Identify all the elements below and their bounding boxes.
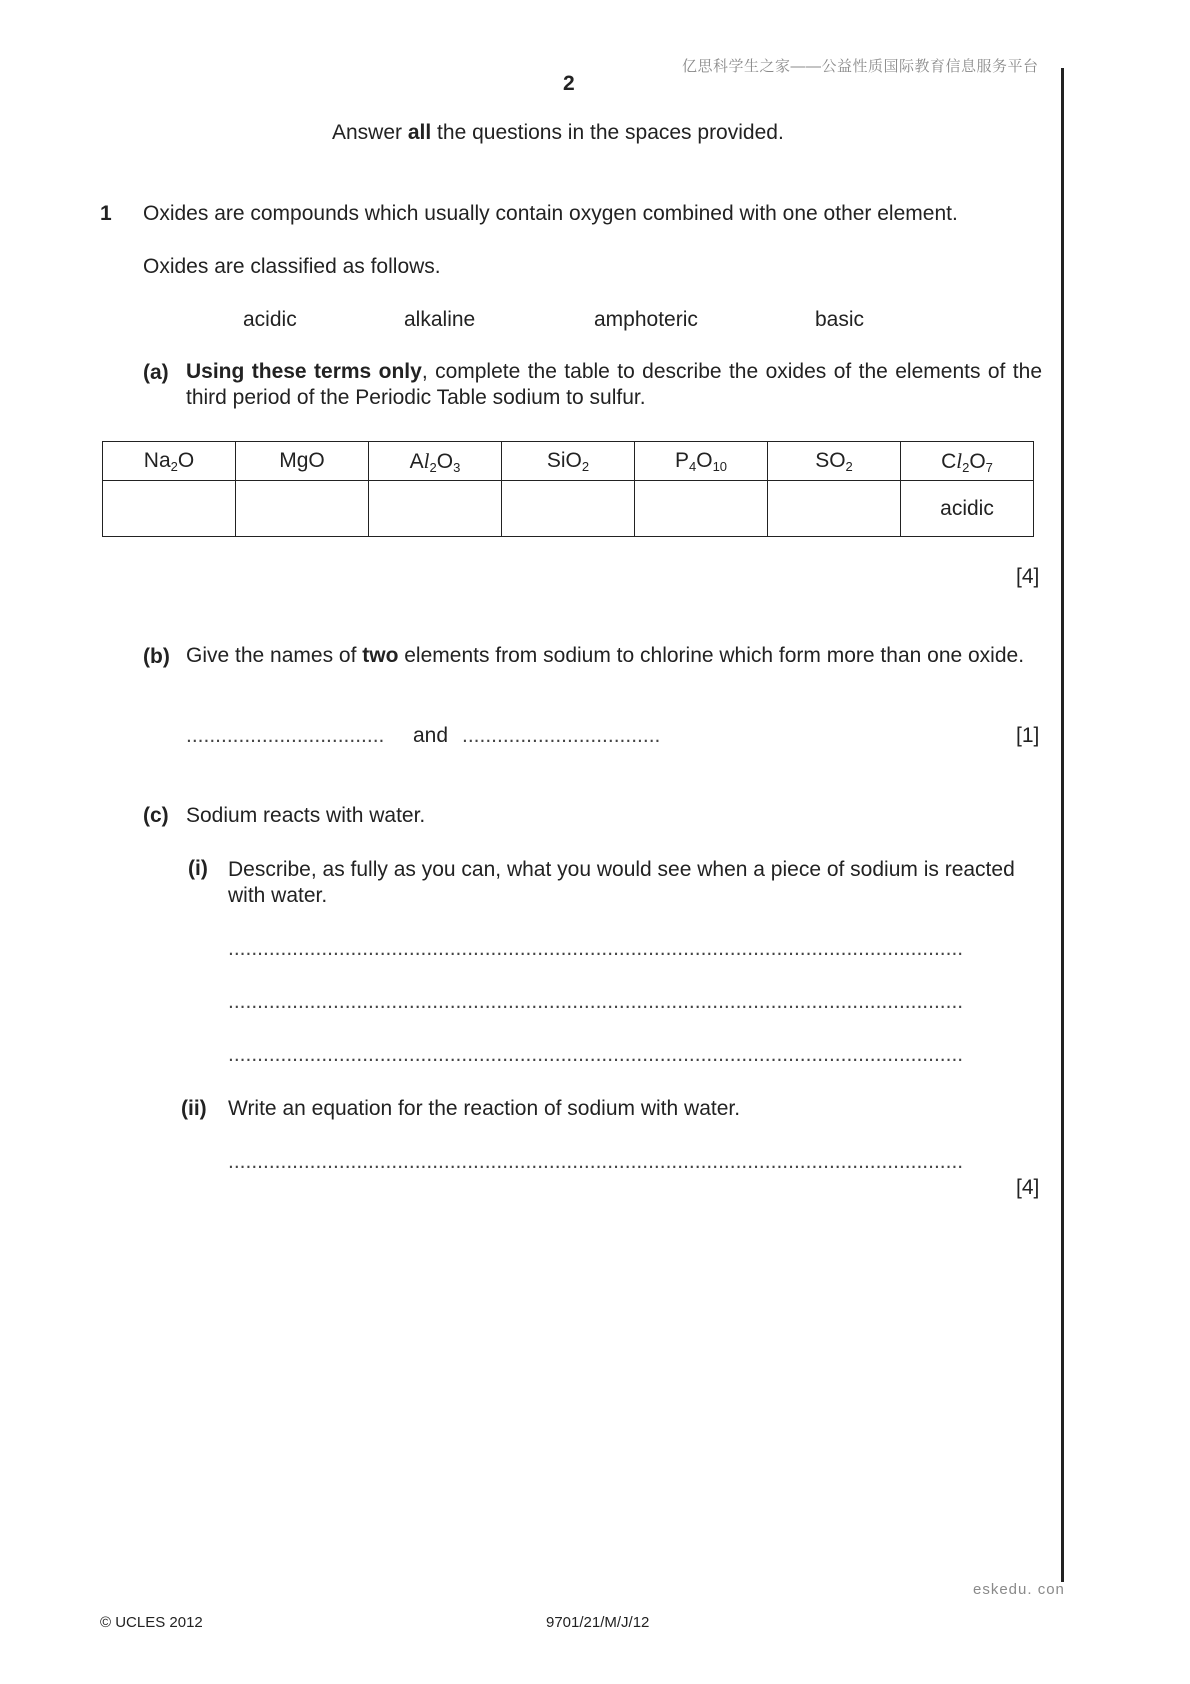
oxide-text: O bbox=[177, 449, 195, 472]
oxide-text-italic: l bbox=[956, 448, 963, 473]
oxide-mgo bbox=[236, 442, 369, 481]
part-b-text bbox=[186, 643, 1042, 669]
question-intro: Oxides are compounds which usually contain oxygen combined with one other element. bbox=[143, 202, 958, 225]
part-b-label: (b) bbox=[143, 645, 170, 668]
subscript: 2 bbox=[429, 459, 437, 475]
oxide-text: A bbox=[409, 449, 424, 473]
answer-cell-mgo[interactable] bbox=[236, 481, 369, 537]
oxide-text: Na bbox=[143, 449, 171, 472]
part-a-text bbox=[186, 359, 1042, 411]
oxide-text: O bbox=[436, 449, 454, 473]
oxide-text: P bbox=[674, 449, 689, 472]
term-alkaline: alkaline bbox=[404, 308, 476, 331]
subscript: 3 bbox=[453, 459, 461, 475]
answer-cell-na2o[interactable] bbox=[103, 481, 236, 537]
part-b-emphasis: two bbox=[362, 644, 399, 667]
oxide-text: O bbox=[969, 449, 986, 473]
answer-line-c-i-3[interactable]: .............................................................................................................................. bbox=[228, 1043, 964, 1066]
page-number: 2 bbox=[563, 72, 575, 95]
part-c-text: Sodium reacts with water. bbox=[186, 804, 426, 827]
subscript: 10 bbox=[712, 459, 728, 474]
classification-intro: Oxides are classified as follows. bbox=[143, 255, 441, 278]
oxide-text: O bbox=[696, 449, 713, 472]
part-a-emphasis: Using these terms only bbox=[186, 360, 422, 383]
instruction bbox=[332, 121, 784, 145]
oxide-text-italic: l bbox=[423, 448, 430, 473]
oxide-al2o3 bbox=[369, 442, 502, 481]
part-c-i-label: (i) bbox=[188, 857, 208, 880]
term-basic: basic bbox=[815, 308, 865, 331]
paper-code: 9701/21/M/J/12 bbox=[546, 1614, 650, 1631]
margin-rule bbox=[1061, 68, 1064, 1582]
part-c-label: (c) bbox=[143, 804, 169, 827]
subscript: 2 bbox=[962, 459, 970, 475]
oxide-so2 bbox=[768, 442, 901, 481]
term-acidic: acidic bbox=[243, 308, 297, 331]
part-b-marks: [1] bbox=[1016, 724, 1040, 747]
answer-cell-p4o10[interactable] bbox=[635, 481, 768, 537]
part-a-instruction: , complete the table to describe the oxides of the elements of the third period of the Periodic Table sodium to sulfur. bbox=[186, 360, 1042, 409]
footer-watermark: eskedu. con bbox=[973, 1581, 1065, 1598]
part-b-suffix: elements from sodium to chlorine which form more than one oxide. bbox=[398, 644, 1025, 667]
instruction-prefix: Answer bbox=[332, 121, 408, 144]
table-answer-row bbox=[103, 481, 1034, 537]
header-watermark: 亿思科学生之家——公益性质国际教育信息服务平台 bbox=[682, 58, 1039, 75]
table-header-row bbox=[103, 442, 1034, 481]
subscript: 2 bbox=[581, 459, 590, 474]
subscript: 2 bbox=[170, 459, 178, 474]
instruction-emphasis: all bbox=[407, 121, 432, 144]
copyright: © UCLES 2012 bbox=[100, 1614, 203, 1631]
part-c-marks: [4] bbox=[1016, 1176, 1040, 1199]
part-b-and: and bbox=[413, 724, 449, 747]
subscript: 7 bbox=[985, 459, 993, 475]
answer-cell-sio2[interactable] bbox=[502, 481, 635, 537]
answer-cell-al2o3[interactable] bbox=[369, 481, 502, 537]
subscript: 2 bbox=[845, 459, 853, 474]
oxide-na2o bbox=[103, 442, 236, 481]
part-a-marks: [4] bbox=[1016, 565, 1040, 588]
answer-line-element-1[interactable]: .................................. bbox=[186, 724, 385, 747]
subscript: 4 bbox=[688, 459, 697, 474]
oxide-sio2 bbox=[502, 442, 635, 481]
part-c-i-text: Describe, as fully as you can, what you would see when a piece of sodium is reacted with water. bbox=[228, 858, 1015, 907]
oxide-cl2o7 bbox=[901, 442, 1034, 481]
oxide-text: C bbox=[941, 449, 957, 473]
term-amphoteric: amphoteric bbox=[594, 308, 698, 331]
part-c-ii-label: (ii) bbox=[181, 1097, 207, 1120]
question-number: 1 bbox=[100, 202, 112, 225]
oxide-text: SO bbox=[815, 449, 846, 472]
part-b-prefix: Give the names of bbox=[186, 644, 363, 667]
answer-line-c-i-1[interactable]: .............................................................................................................................. bbox=[228, 937, 964, 960]
answer-line-c-i-2[interactable]: .............................................................................................................................. bbox=[228, 990, 964, 1013]
answer-cell-cl2o7: acidic bbox=[901, 481, 1034, 537]
oxide-table bbox=[102, 441, 1034, 537]
answer-line-c-ii[interactable]: .............................................................................................................................. bbox=[228, 1150, 964, 1173]
answer-cell-so2[interactable] bbox=[768, 481, 901, 537]
oxide-p4o10 bbox=[635, 442, 768, 481]
part-c-ii-text: Write an equation for the reaction of sodium with water. bbox=[228, 1097, 741, 1120]
answer-line-element-2[interactable]: .................................. bbox=[462, 724, 661, 747]
oxide-text: SiO bbox=[546, 449, 582, 472]
oxide-text: MgO bbox=[279, 449, 325, 472]
part-a-label: (a) bbox=[143, 361, 169, 384]
instruction-suffix: the questions in the spaces provided. bbox=[431, 121, 784, 144]
